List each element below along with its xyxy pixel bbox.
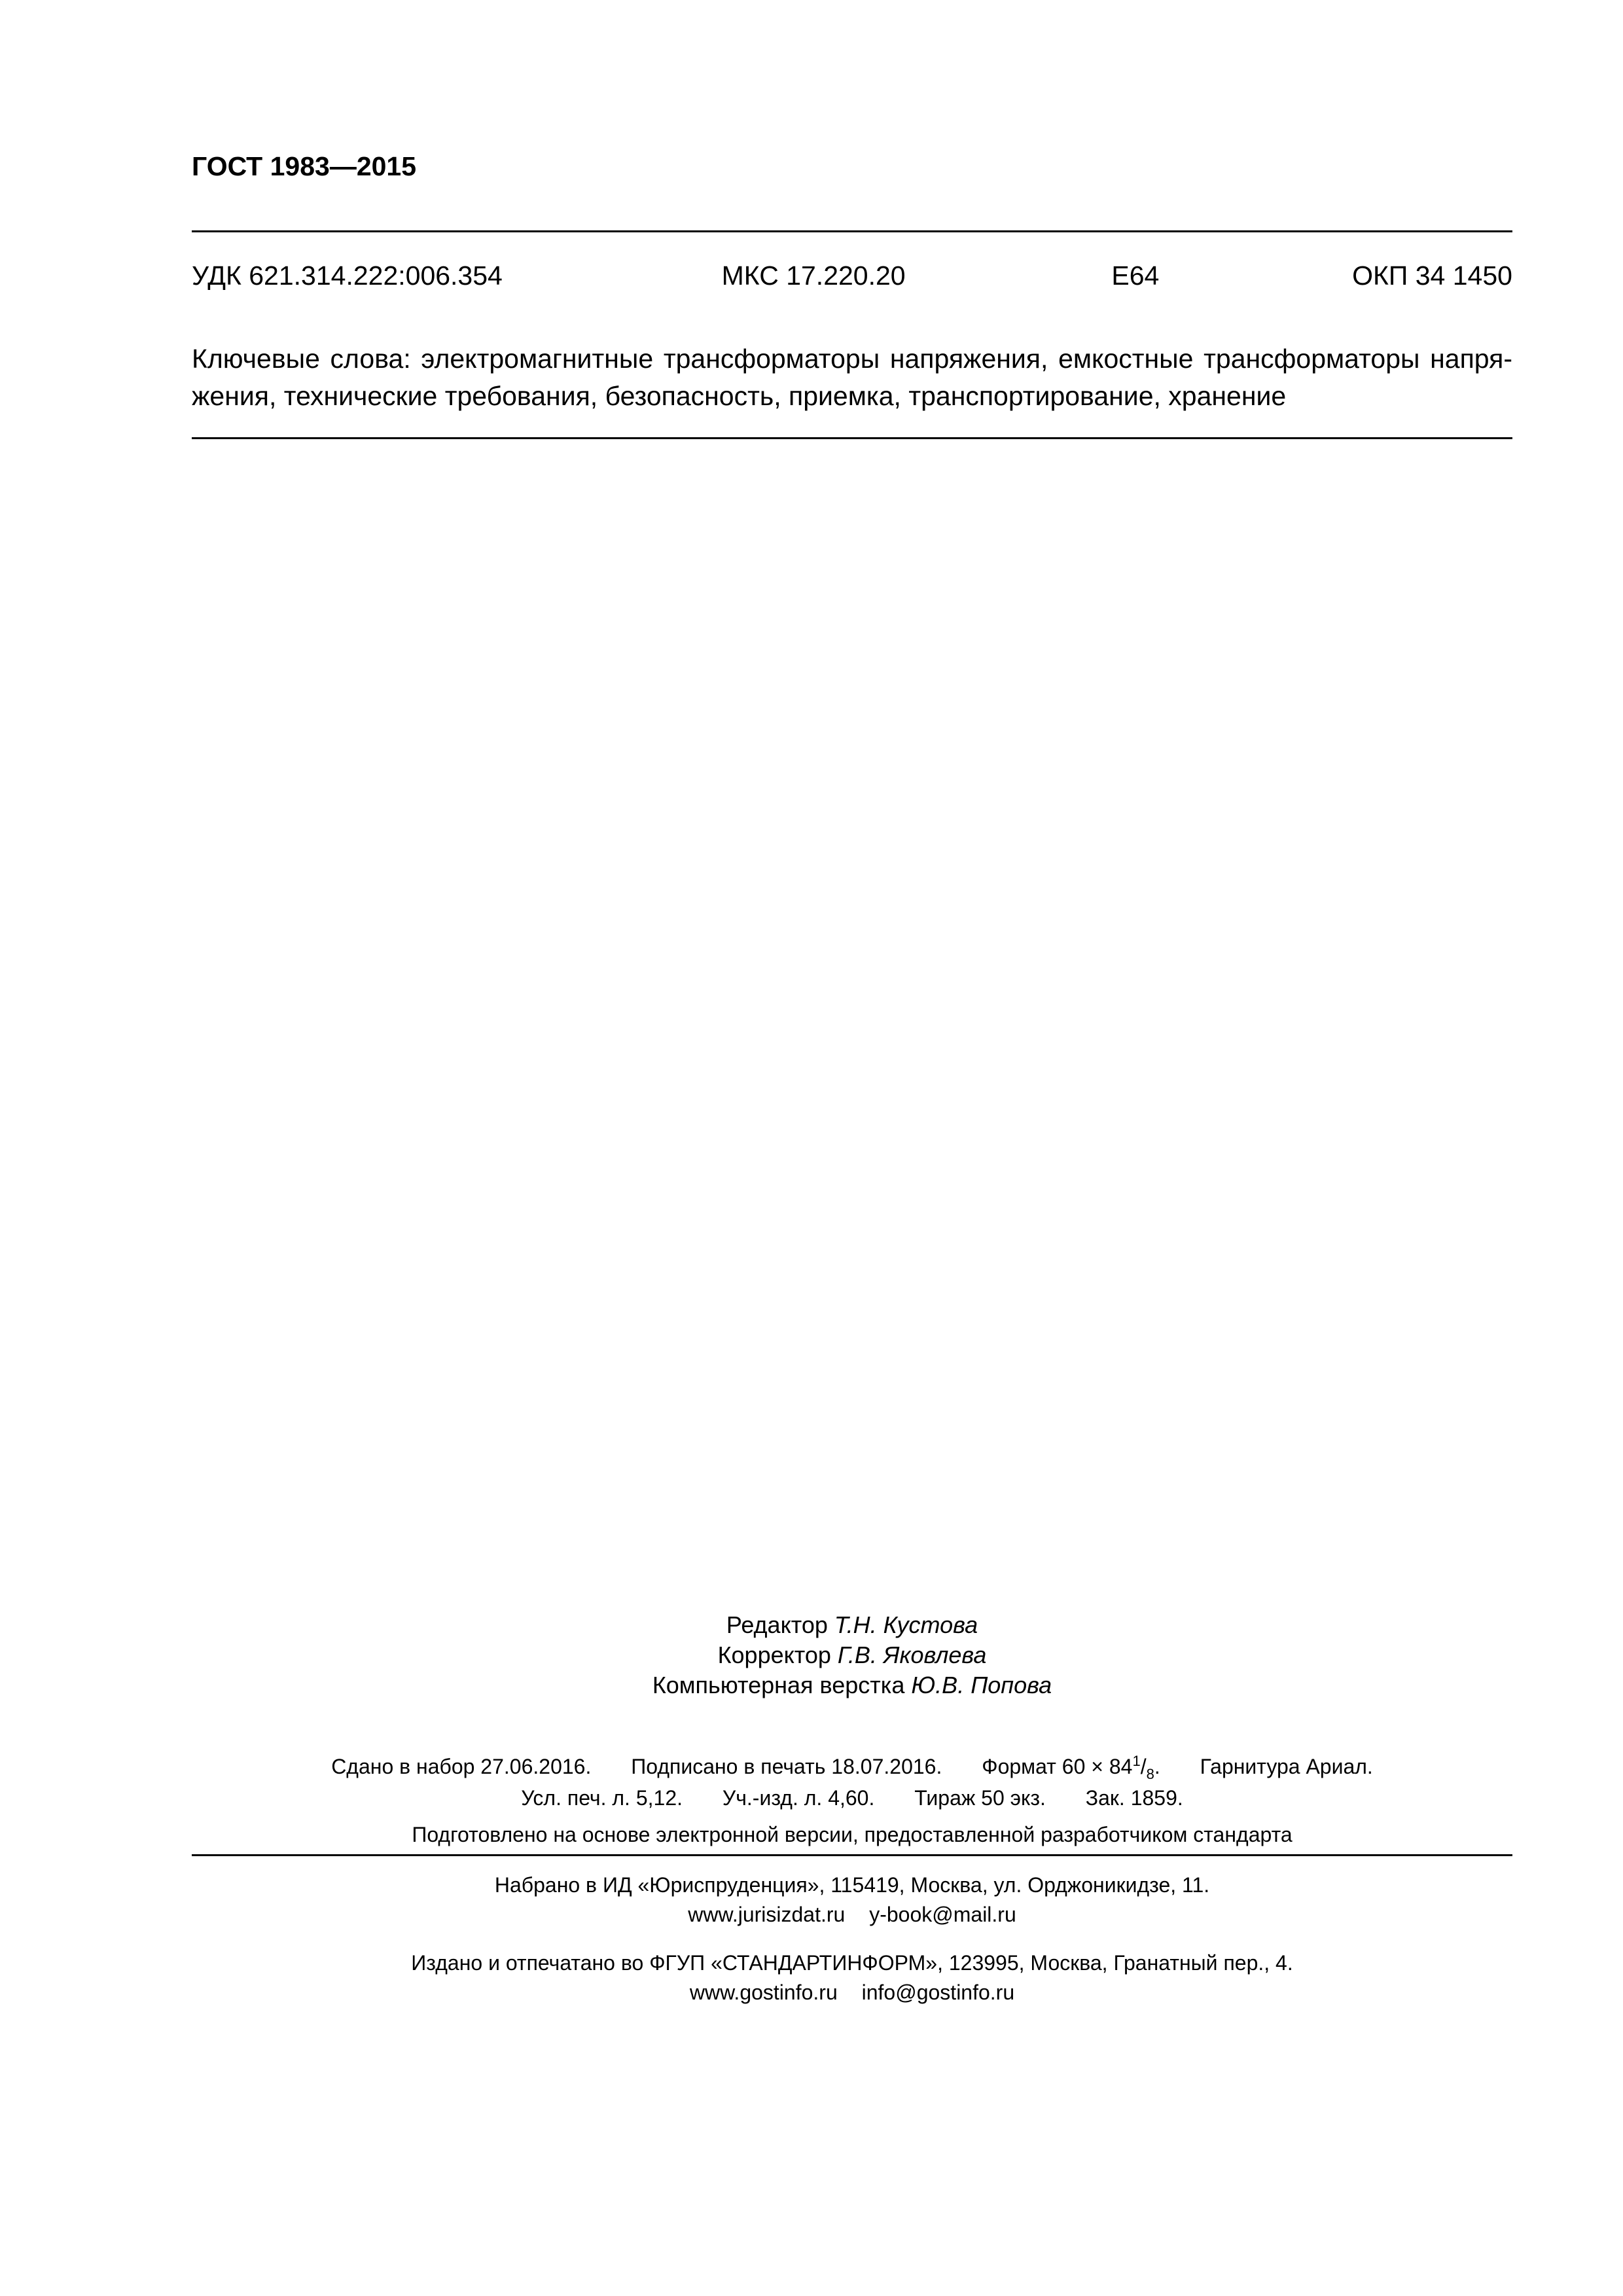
publication-sheets: Уч.-изд. л. 4,60.	[722, 1786, 875, 1810]
format-prefix: Формат 60 × 84	[982, 1755, 1133, 1778]
editor-name: Т.Н. Кустова	[834, 1611, 978, 1638]
typeset-email-link[interactable]: y-book@mail.ru	[869, 1903, 1016, 1926]
publisher-divider	[192, 1854, 1512, 1856]
prepared-note: Подготовлено на основе электронной версии, предоставленной разработчиком стандарта	[412, 1823, 1293, 1846]
signed-date: Подписано в печать 18.07.2016.	[631, 1755, 942, 1778]
typeset-website-link[interactable]: www.jurisizdat.ru	[688, 1903, 846, 1926]
circulation: Тираж 50 экз.	[914, 1786, 1046, 1810]
order-number: Зак. 1859.	[1085, 1786, 1183, 1810]
printed-email-link[interactable]: info@gostinfo.ru	[861, 1981, 1015, 2004]
corrector-line	[192, 1640, 1512, 1670]
paper-format	[982, 1753, 1160, 1782]
okp-code: ОКП 34 1450	[1352, 260, 1512, 291]
top-divider	[192, 230, 1512, 232]
typeface: Гарнитура Ариал.	[1200, 1755, 1373, 1778]
keywords-block	[192, 340, 1512, 415]
printed-line: Издано и отпечатано во ФГУП «СТАНДАРТИНФОРМ», 123995, Москва, Гранатный пер., 4.	[411, 1951, 1293, 1975]
typeset-line: Набрано в ИД «Юриспруденция», 115419, Москва, ул. Орджоникидзе, 11.	[494, 1873, 1210, 1897]
print-sheets: Усл. печ. л. 5,12.	[521, 1786, 683, 1810]
format-denominator: 8	[1146, 1766, 1154, 1782]
typeset-contacts	[192, 1900, 1512, 1929]
document-id: ГОСТ 1983—2015	[192, 151, 417, 181]
mks-code: МКС 17.220.20	[721, 260, 906, 291]
keywords-line-2: жения, технические требования, безопасность, приемка, транспортирование, хранение	[192, 381, 1287, 411]
keywords-divider	[192, 437, 1512, 439]
udk-code: УДК 621.314.222:006.354	[192, 260, 503, 291]
editor-role: Редактор	[726, 1611, 828, 1638]
format-numerator: 1	[1132, 1753, 1141, 1769]
print-details-row-2	[192, 1782, 1512, 1814]
printed-contacts	[192, 1978, 1512, 2007]
layout-name: Ю.В. Попова	[911, 1672, 1052, 1698]
format-slash: /	[1140, 1755, 1147, 1778]
category-code: Е64	[1111, 260, 1160, 291]
layout-role: Компьютерная верстка	[652, 1672, 905, 1698]
keywords-line-1: Ключевые слова: электромагнитные трансформаторы напряжения, емкостные трансформаторы напря-	[192, 344, 1512, 374]
submitted-date: Сдано в набор 27.06.2016.	[331, 1755, 592, 1778]
layout-line	[192, 1670, 1512, 1700]
corrector-name: Г.В. Яковлева	[837, 1641, 987, 1668]
printed-website-link[interactable]: www.gostinfo.ru	[689, 1981, 838, 2004]
format-suffix: .	[1154, 1755, 1160, 1778]
corrector-role: Корректор	[717, 1641, 831, 1668]
classification-row	[192, 256, 1512, 295]
editor-line	[192, 1610, 1512, 1640]
